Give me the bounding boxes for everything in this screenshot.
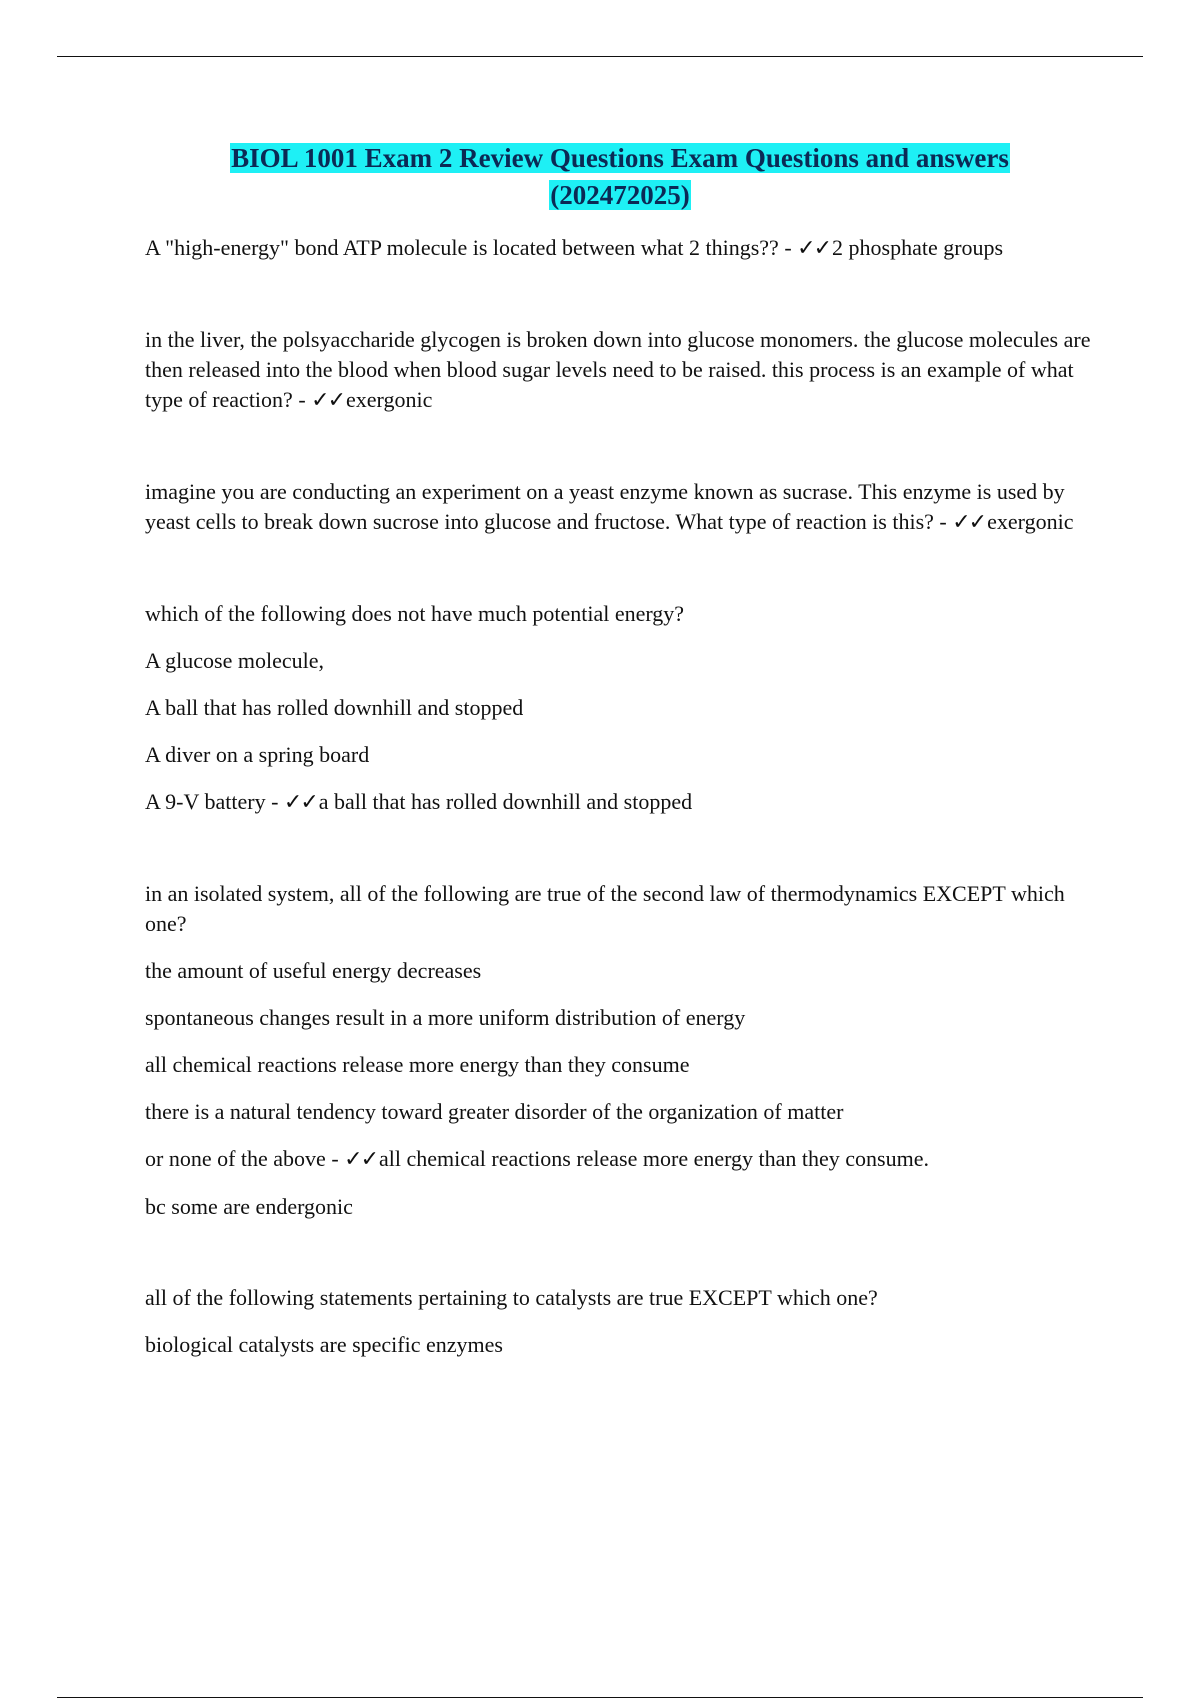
question-1-text: A "high-energy" bond ATP molecule is located between what 2 things?? -	[145, 235, 798, 260]
spacer	[145, 264, 1095, 325]
document-title	[145, 140, 1095, 214]
question-4-option: A glucose molecule,	[145, 648, 325, 673]
question-4-answer: a ball that has rolled downhill and stopped	[318, 789, 693, 814]
question-1-answer: 2 phosphate groups	[832, 235, 1004, 260]
spacer	[145, 416, 1095, 477]
question-5-answer: all chemical reactions release more energy than they consume.	[379, 1146, 929, 1171]
question-2-text: in the liver, the polsyaccharide glycogen is broken down into glucose monomers. the glucose molecules are then released into the blood when blood sugar levels need to be raised. this process is an example of what type of reaction? -	[145, 327, 1091, 412]
question-4-option: A ball that has rolled downhill and stopped	[145, 695, 524, 720]
question-1	[145, 233, 1095, 264]
question-5-answer-note: bc some are endergonic	[145, 1194, 353, 1219]
question-5-option: there is a natural tendency toward greater disorder of the organization of matter	[145, 1099, 844, 1124]
question-4-text: which of the following does not have much potential energy?	[145, 601, 685, 626]
question-5-last-option: or none of the above -	[145, 1146, 345, 1171]
question-5-option-last	[145, 1144, 1095, 1175]
question-3	[145, 477, 1095, 538]
spacer	[145, 1222, 1095, 1283]
question-4-option-last	[145, 787, 1095, 818]
question-5-text: in an isolated system, all of the following are true of the second law of thermodynamics EXCEPT which one?	[145, 881, 1065, 936]
title-line-2: (202472025)	[550, 180, 690, 210]
spacer	[145, 538, 1095, 599]
question-5-option: the amount of useful energy decreases	[145, 958, 482, 983]
spacer	[145, 818, 1095, 879]
question-3-answer: exergonic	[987, 509, 1074, 534]
question-3-text: imagine you are conducting an experiment on a yeast enzyme known as sucrase. This enzyme is used by yeast cells to break down sucrose into glucose and fructose. What type of reaction is this? -	[145, 479, 1065, 534]
header-rule	[57, 56, 1143, 57]
check-icon: ✓✓	[311, 388, 345, 413]
check-icon: ✓✓	[797, 236, 831, 261]
question-5-option: spontaneous changes result in a more uniform distribution of energy	[145, 1005, 746, 1030]
question-2-answer: exergonic	[346, 387, 433, 412]
title-line-1: BIOL 1001 Exam 2 Review Questions Exam Questions and answers	[231, 143, 1009, 173]
check-icon: ✓✓	[283, 790, 317, 815]
question-4-option: A diver on a spring board	[145, 742, 370, 767]
check-icon: ✓✓	[952, 510, 986, 535]
question-4-last-option: A 9-V battery -	[145, 789, 284, 814]
check-icon: ✓✓	[344, 1147, 378, 1172]
question-6-text: all of the following statements pertaining to catalysts are true EXCEPT which one?	[145, 1285, 878, 1310]
question-6-option: biological catalysts are specific enzymes	[145, 1332, 503, 1357]
question-2	[145, 325, 1095, 416]
document-body	[145, 233, 1095, 1360]
footer-rule	[57, 1697, 1143, 1698]
question-5-option: all chemical reactions release more energy than they consume	[145, 1052, 690, 1077]
